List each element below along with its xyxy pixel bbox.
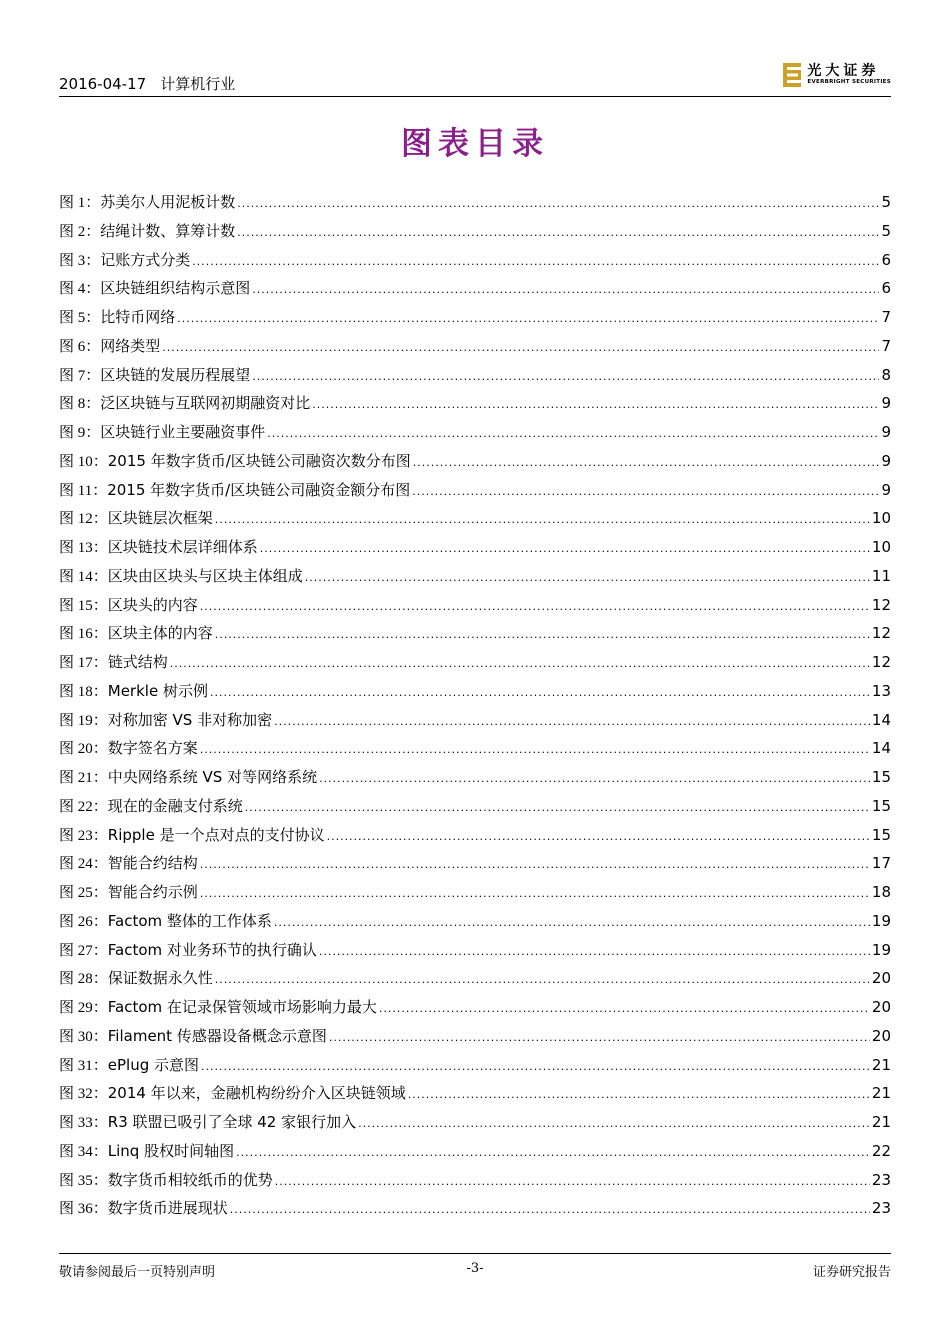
toc-entry[interactable]: [59, 533, 891, 562]
dot-leader: [170, 650, 870, 679]
toc-entry[interactable]: [59, 734, 891, 763]
toc-page-number: 9: [881, 394, 891, 413]
page-header: [59, 60, 891, 97]
toc-figure-title: 网络类型: [100, 336, 161, 355]
toc-page-number: 9: [881, 423, 891, 441]
toc-entry-label: [59, 1022, 327, 1052]
toc-page-number: 21: [871, 1084, 891, 1103]
toc-page-number: 18: [871, 883, 891, 901]
toc-page-number: 19: [871, 911, 891, 930]
toc-figure-number: 图 22：: [59, 798, 108, 815]
toc-entry-label: [59, 792, 243, 822]
toc-page-number: 5: [881, 193, 891, 211]
dot-leader: [215, 966, 870, 995]
dot-leader: [201, 1053, 870, 1082]
toc-figure-number: 图 3：: [59, 252, 101, 269]
toc-page-number: 12: [871, 653, 891, 671]
toc-entry[interactable]: [59, 246, 891, 275]
dot-leader: [412, 478, 879, 507]
toc-entry-label: [59, 246, 190, 276]
toc-entry-label: [59, 964, 213, 994]
toc-figure-title: 2015 年数字货币/区块链公司融资次数分布图: [107, 451, 411, 470]
toc-entry-label: [59, 332, 160, 362]
toc-page-number: 23: [871, 1170, 891, 1189]
dot-leader: [274, 909, 870, 938]
toc-figure-number: 图 15：: [59, 597, 108, 614]
toc-entry[interactable]: [59, 849, 891, 878]
toc-figure-title: 对称加密 VS 非对称加密: [107, 710, 273, 729]
toc-page-number: 9: [881, 451, 891, 470]
toc-entry-label: [59, 504, 213, 534]
toc-page-number: 22: [871, 1141, 891, 1160]
toc-figure-title: 2014 年以来，金融机构纷纷介入区块链领域: [107, 1084, 406, 1103]
toc-entry-label: [59, 1079, 406, 1109]
toc-figure-number: 图 29：: [59, 1000, 108, 1016]
toc-figure-number: 图 7：: [59, 367, 101, 384]
toc-entry-label: [59, 533, 258, 563]
toc-page-number: 17: [871, 854, 891, 873]
toc-figure-number: 图 33：: [59, 1115, 108, 1131]
page-footer: [59, 1261, 891, 1279]
dot-leader: [245, 794, 870, 823]
toc-figure-number: 图 11：: [59, 482, 108, 499]
dot-leader: [200, 880, 870, 909]
company-logo: [783, 62, 891, 88]
toc-figure-title: 智能合约结构: [107, 854, 198, 873]
toc-figure-number: 图 23：: [59, 827, 108, 844]
toc-page-number: 13: [871, 681, 891, 700]
toc-entry[interactable]: [59, 907, 891, 936]
toc-page-number: 9: [881, 480, 891, 499]
toc-figure-number: 图 14：: [59, 568, 108, 585]
toc-figure-number: 图 10：: [59, 453, 108, 470]
toc-figure-title: 现在的金融支付系统: [107, 796, 243, 815]
toc-figure-number: 图 2：: [59, 223, 101, 240]
toc-figure-number: 图 9：: [59, 425, 101, 441]
toc-figure-title: 区块链组织结构示意图: [100, 279, 251, 298]
toc-entry-label: [59, 389, 310, 419]
dot-leader: [192, 248, 879, 277]
toc-entry-label: [59, 303, 175, 333]
logo-chinese-name: 光大证券: [807, 63, 880, 79]
dot-leader: [252, 363, 879, 392]
toc-figure-number: 图 21：: [59, 770, 108, 786]
toc-figure-number: 图 24：: [59, 856, 108, 873]
toc-figure-number: 图 35：: [59, 1172, 108, 1189]
dot-leader: [312, 391, 879, 420]
footer-disclaimer: 敬请参阅最后一页特别声明: [59, 1265, 216, 1280]
toc-page-number: 19: [871, 940, 891, 959]
toc-page-number: 15: [871, 825, 891, 844]
dot-leader: [200, 851, 870, 880]
dot-leader: [379, 995, 870, 1024]
report-industry: 计算机行业: [160, 75, 236, 93]
toc-entry[interactable]: [59, 504, 891, 533]
dot-leader: [305, 564, 870, 593]
toc-entry[interactable]: [59, 1051, 891, 1080]
toc-figure-number: 图 8：: [59, 396, 101, 413]
toc-figure-title: 保证数据永久性: [107, 969, 213, 988]
toc-figure-title: Factom 在记录保管领域市场影响力最大: [107, 998, 377, 1016]
toc-entry-label: [59, 188, 235, 218]
toc-entry-label: [59, 993, 377, 1023]
toc-entry[interactable]: [59, 619, 891, 648]
toc-entry[interactable]: [59, 274, 891, 303]
toc-entry-label: [59, 591, 198, 621]
toc-page-number: 23: [871, 1199, 891, 1218]
toc-figure-title: 苏美尔人用泥板计数: [100, 193, 236, 211]
toc-page-number: 20: [871, 998, 891, 1016]
toc-page-number: 20: [871, 1026, 891, 1045]
dot-leader: [210, 679, 870, 708]
toc-figure-number: 图 1：: [59, 195, 101, 211]
logo-english-name: EVERBRIGHT SECURITIES: [807, 79, 891, 85]
toc-figure-title: 区块链的发展历程展望: [100, 365, 251, 384]
toc-figure-title: 结绳计数、算筹计数: [100, 221, 236, 240]
toc-entry-label: [59, 734, 198, 764]
toc-page-number: 8: [881, 365, 891, 384]
toc-entry[interactable]: [59, 562, 891, 591]
toc-entry-label: [59, 677, 208, 707]
toc-page-number: 14: [871, 739, 891, 758]
toc-figure-number: 图 5：: [59, 310, 101, 326]
dot-leader: [162, 334, 879, 363]
toc-figure-title: R3 联盟已吸引了全球 42 家银行加入: [107, 1113, 357, 1131]
toc-page-number: 7: [881, 308, 891, 326]
toc-page-number: 15: [871, 796, 891, 815]
toc-figure-title: 泛区块链与互联网初期融资对比: [100, 394, 311, 413]
toc-figure-number: 图 17：: [59, 655, 108, 671]
toc-entry[interactable]: [59, 1166, 891, 1195]
toc-entry-label: [59, 849, 198, 879]
toc-figure-title: 记账方式分类: [100, 250, 191, 269]
toc-page-number: 10: [871, 509, 891, 528]
toc-figure-title: 区块头的内容: [107, 595, 198, 614]
toc-entry[interactable]: [59, 648, 891, 677]
dot-leader: [236, 1139, 870, 1168]
toc-figure-number: 图 4：: [59, 281, 101, 298]
dot-leader: [200, 593, 870, 622]
toc-page-number: 7: [881, 336, 891, 355]
toc-figure-number: 图 6：: [59, 338, 101, 355]
toc-figure-number: 图 20：: [59, 741, 108, 758]
toc-figure-title: Factom 整体的工作体系: [107, 911, 272, 930]
toc-figure-number: 图 12：: [59, 511, 108, 528]
dot-leader: [260, 535, 870, 564]
toc-entry-label: [59, 1137, 234, 1167]
toc-entry[interactable]: [59, 763, 891, 792]
footer-divider: [59, 1253, 891, 1254]
dot-leader: [408, 1081, 870, 1110]
toc-figure-number: 图 25：: [59, 885, 108, 901]
toc-figure-title: 2015 年数字货币/区块链公司融资金额分布图: [107, 480, 411, 499]
toc-entry[interactable]: [59, 1194, 891, 1223]
toc-entry-label: [59, 907, 272, 937]
toc-entry-label: [59, 763, 317, 793]
dot-leader: [215, 621, 870, 650]
toc-page-number: 15: [871, 768, 891, 786]
dot-leader: [237, 219, 879, 248]
toc-figure-number: 图 28：: [59, 971, 108, 988]
dot-leader: [267, 420, 879, 449]
toc-entry-label: [59, 1051, 199, 1081]
toc-entry-label: [59, 648, 168, 678]
report-date: 2016-04-17: [59, 75, 147, 93]
dot-leader: [319, 938, 870, 967]
footer-report-type: 证券研究报告: [812, 1265, 891, 1280]
toc-figure-number: 图 19：: [59, 712, 108, 729]
toc-entry-label: [59, 1166, 273, 1196]
toc-entry[interactable]: [59, 993, 891, 1022]
toc-figure-title: 区块链行业主要融资事件: [100, 423, 266, 441]
toc-entry[interactable]: [59, 821, 891, 850]
toc-entry[interactable]: [59, 1137, 891, 1166]
toc-figure-number: 图 27：: [59, 942, 108, 959]
page-number: -3-: [466, 1261, 484, 1276]
toc-figure-title: 中央网络系统 VS 对等网络系统: [107, 768, 318, 786]
toc-page-number: 6: [881, 250, 891, 269]
dot-leader: [177, 305, 879, 334]
toc-figure-title: 区块链技术层详细体系: [107, 538, 258, 556]
dot-leader: [319, 765, 870, 794]
everbright-logo-icon: [783, 63, 801, 87]
toc-entry[interactable]: [59, 1022, 891, 1051]
toc-entry-label: [59, 476, 410, 506]
toc-page-number: 6: [881, 279, 891, 298]
toc-page-number: 12: [871, 624, 891, 643]
toc-entry[interactable]: [59, 878, 891, 907]
toc-entry[interactable]: [59, 447, 891, 476]
toc-page-number: 14: [871, 710, 891, 729]
toc-entry[interactable]: [59, 591, 891, 620]
toc-entry[interactable]: [59, 476, 891, 505]
dot-leader: [230, 1196, 870, 1225]
toc-entry-label: [59, 878, 198, 908]
toc-figure-title: 数字货币相较纸币的优势: [107, 1170, 273, 1189]
toc-figure-number: 图 30：: [59, 1028, 108, 1045]
toc-figure-title: Factom 对业务环节的执行确认: [107, 940, 317, 959]
toc-figure-title: 链式结构: [107, 653, 168, 671]
page-title: 图表目录: [401, 126, 549, 162]
toc-page-number: 20: [871, 969, 891, 988]
toc-entry[interactable]: [59, 332, 891, 361]
toc-entry-label: [59, 217, 235, 247]
toc-figure-number: 图 32：: [59, 1086, 108, 1103]
dot-leader: [252, 276, 879, 305]
toc-figure-title: 智能合约示例: [107, 883, 198, 901]
dot-leader: [329, 1024, 870, 1053]
toc-entry[interactable]: [59, 1079, 891, 1108]
figure-index-list: [59, 188, 891, 1223]
toc-entry[interactable]: [59, 792, 891, 821]
toc-figure-number: 图 26：: [59, 913, 108, 930]
toc-entry-label: [59, 562, 303, 592]
toc-entry-label: [59, 1194, 228, 1224]
toc-entry[interactable]: [59, 1108, 891, 1137]
toc-page-number: 21: [871, 1055, 891, 1074]
dot-leader: [275, 1168, 870, 1197]
toc-entry-label: [59, 1108, 356, 1138]
dot-leader: [200, 736, 870, 765]
toc-entry[interactable]: [59, 706, 891, 735]
toc-figure-title: 数字签名方案: [107, 739, 198, 758]
toc-entry[interactable]: [59, 361, 891, 390]
toc-page-number: 10: [871, 538, 891, 556]
toc-figure-number: 图 18：: [59, 683, 108, 700]
toc-page-number: 12: [871, 595, 891, 614]
toc-figure-title: 区块链层次框架: [107, 509, 213, 528]
dot-leader: [358, 1110, 870, 1139]
dot-leader: [215, 506, 870, 535]
toc-figure-title: ePlug 示意图: [107, 1055, 200, 1074]
toc-figure-title: Ripple 是一个点对点的支付协议: [107, 825, 325, 844]
toc-entry-label: [59, 619, 213, 649]
toc-figure-title: Merkle 树示例: [107, 681, 208, 700]
toc-page-number: 11: [871, 566, 891, 585]
dot-leader: [327, 823, 870, 852]
toc-entry-label: [59, 706, 272, 736]
toc-figure-title: 区块主体的内容: [107, 624, 213, 643]
toc-figure-title: Linq 股权时间轴图: [107, 1141, 235, 1160]
toc-entry-label: [59, 274, 250, 304]
toc-figure-number: 图 31：: [59, 1057, 108, 1074]
dot-leader: [274, 708, 870, 737]
toc-page-number: 5: [881, 221, 891, 240]
toc-entry[interactable]: [59, 936, 891, 965]
toc-entry-label: [59, 821, 325, 851]
toc-figure-title: Filament 传感器设备概念示意图: [107, 1026, 327, 1045]
toc-figure-title: 区块由区块头与区块主体组成: [107, 566, 303, 585]
toc-entry[interactable]: [59, 217, 891, 246]
toc-figure-title: 数字货币进展现状: [107, 1199, 228, 1218]
toc-entry-label: [59, 418, 265, 448]
toc-entry[interactable]: [59, 389, 891, 418]
toc-figure-number: 图 34：: [59, 1143, 108, 1160]
header-text: [59, 73, 235, 94]
toc-entry[interactable]: [59, 677, 891, 706]
toc-figure-title: 比特币网络: [100, 308, 176, 326]
toc-page-number: 21: [871, 1113, 891, 1131]
toc-entry[interactable]: [59, 303, 891, 332]
toc-figure-number: 图 13：: [59, 540, 108, 556]
toc-figure-number: 图 16：: [59, 626, 108, 643]
toc-entry-label: [59, 447, 411, 477]
toc-entry[interactable]: [59, 964, 891, 993]
toc-entry-label: [59, 936, 317, 966]
toc-entry[interactable]: [59, 188, 891, 217]
toc-figure-number: 图 36：: [59, 1201, 108, 1218]
dot-leader: [413, 449, 880, 478]
toc-entry[interactable]: [59, 418, 891, 447]
dot-leader: [237, 190, 879, 219]
toc-entry-label: [59, 361, 250, 391]
